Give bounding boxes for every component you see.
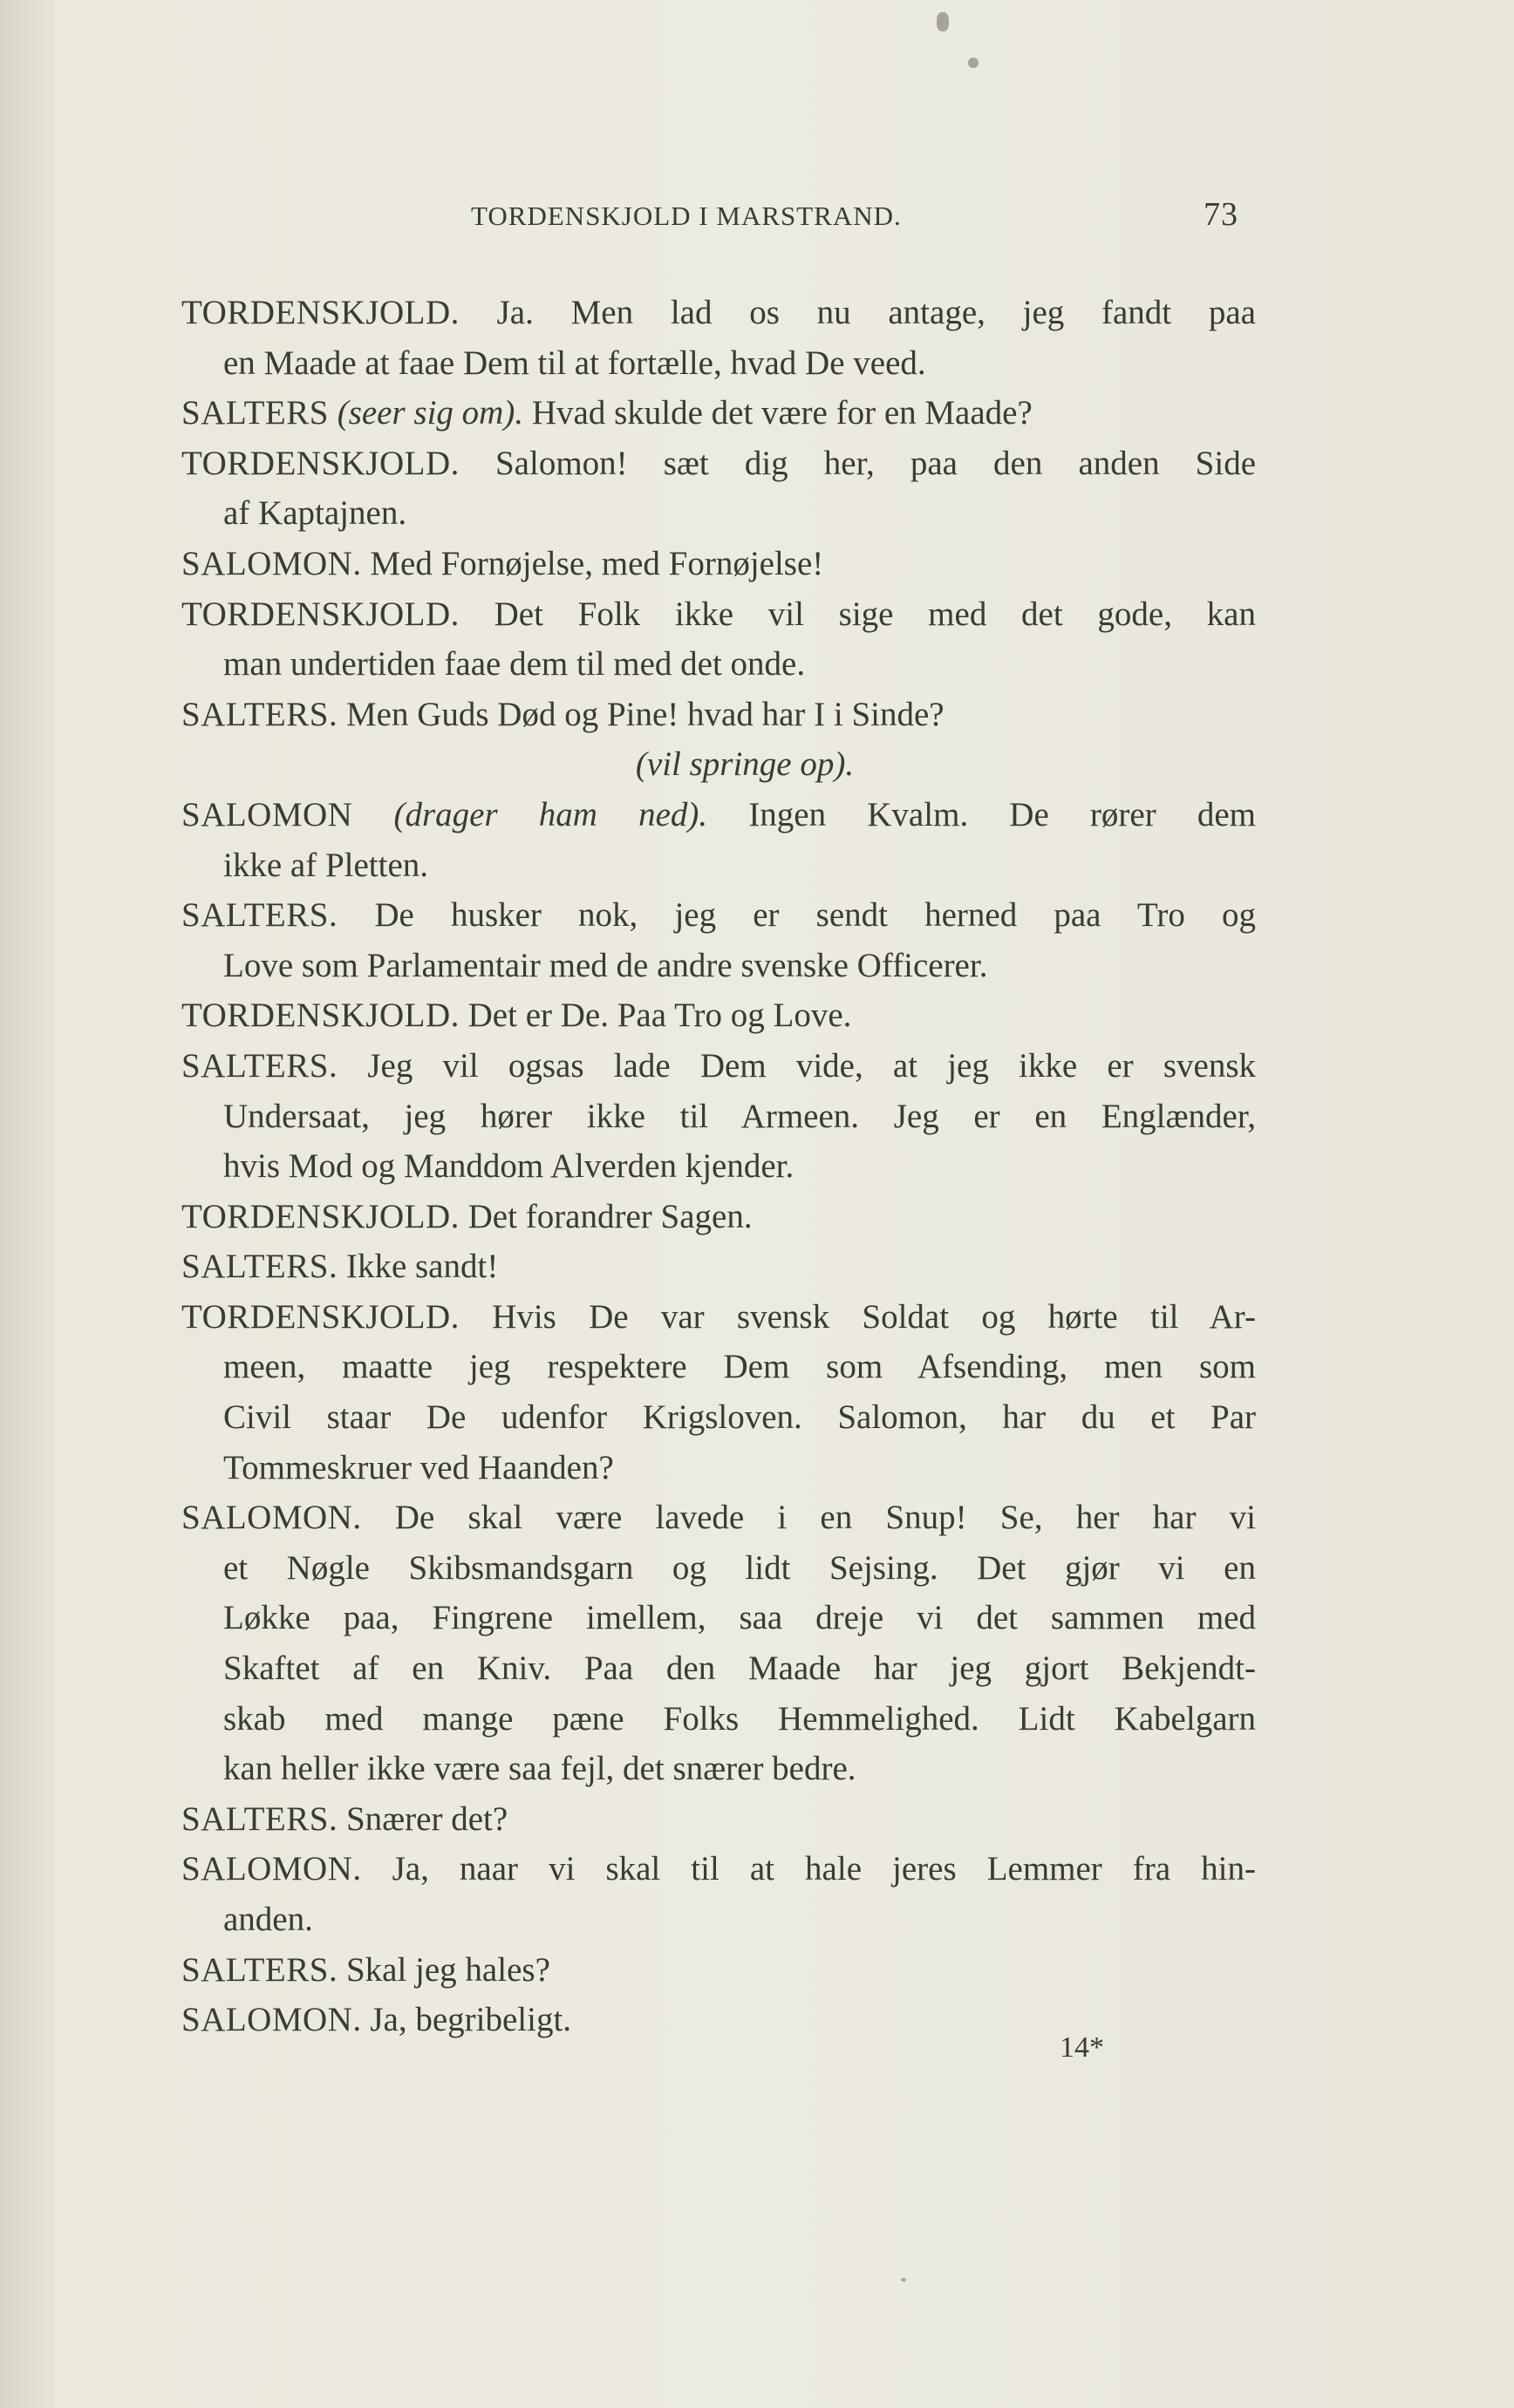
speech-text: Hvis De var svensk Soldat og hørte til Ar- <box>459 1297 1256 1336</box>
text-line <box>181 690 1256 740</box>
speaker-name: SALTERS <box>181 394 329 432</box>
speech-text: Det forandrer Sagen. <box>459 1197 753 1235</box>
speaker-name: SALOMON <box>181 795 353 833</box>
speech-text: Det er De. Paa Tro og Love. <box>459 997 852 1035</box>
page-gutter-shadow <box>0 0 54 2408</box>
text-line <box>181 439 1256 489</box>
speech <box>181 890 1256 990</box>
speaker-name: SALOMON. <box>181 1499 362 1537</box>
text-line: Love som Parlamentair med de andre svenske Officerer. <box>223 946 988 984</box>
speaker-name: SALTERS. <box>181 1799 338 1838</box>
printer-signature: 14* <box>1060 2031 1104 2064</box>
text-line <box>181 1844 1256 1894</box>
speech <box>181 790 1256 890</box>
text-line: et Nøgle Skibsmandsgarn og lidt Sejsing. Det gjør vi en <box>223 1548 1256 1587</box>
speaker-name: SALTERS. <box>181 695 338 733</box>
ink-speck <box>901 2278 906 2282</box>
speech-text: De husker nok, jeg er sendt herned paa Tro og <box>338 896 1256 935</box>
speaker-name: SALOMON. <box>181 1850 362 1888</box>
speaker-name: TORDENSKJOLD. <box>181 1297 460 1336</box>
text-line <box>181 1945 1256 1996</box>
text-line <box>181 1241 1256 1292</box>
text-line: hvis Mod og Manddom Alverden kjender. <box>223 1147 795 1186</box>
text-line: Civil staar De udenfor Krigsloven. Salomon, har du et Par <box>223 1398 1256 1437</box>
speaker-name: SALTERS. <box>181 1248 338 1286</box>
text-line: ikke af Pletten. <box>223 846 429 884</box>
speaker-name: SALOMON. <box>181 2001 362 2039</box>
speaker-name: TORDENSKJOLD. <box>181 294 460 331</box>
speech <box>181 589 1256 690</box>
play-text <box>181 288 1256 2045</box>
text-line <box>181 288 1256 338</box>
text-line: skab med mange pæne Folks Hemmelighed. Lidt Kabelgarn <box>223 1699 1256 1738</box>
text-line <box>181 790 1256 840</box>
ink-speck <box>937 12 949 31</box>
speech-text: Det Folk ikke vil sige med det gode, kan <box>459 595 1256 633</box>
speech-text: De skal være lavede i en Snup! Se, her har vi <box>361 1499 1256 1537</box>
text-line: Undersaat, jeg hører ikke til Armeen. Jeg er en Englænder, <box>223 1097 1256 1135</box>
speech-text: Salomon! sæt dig her, paa den anden Side <box>459 444 1256 482</box>
speech <box>181 1945 1256 1996</box>
speaker-name: TORDENSKJOLD. <box>181 444 460 482</box>
speech <box>181 439 1256 539</box>
speech <box>181 1794 1256 1845</box>
speech-text: Hvad skulde det være for en Maade? <box>523 394 1033 432</box>
text-line: Tommeskruer ved Haanden? <box>223 1448 614 1486</box>
text-line: Løkke paa, Fingrene imellem, saa dreje vi det sammen med <box>223 1599 1256 1637</box>
speech <box>181 690 1256 790</box>
stage-direction: (drager ham ned). <box>352 795 708 833</box>
text-line <box>181 990 1256 1041</box>
speech-text: Ja, begribeligt. <box>361 2001 572 2039</box>
speaker-name: SALTERS. <box>181 1046 338 1085</box>
speaker-name: SALTERS. <box>181 1950 338 1989</box>
stage-direction: (vil springe op). <box>635 745 855 784</box>
text-line: anden. <box>223 1901 313 1938</box>
text-line <box>181 890 1256 941</box>
text-line <box>181 1192 1256 1242</box>
speech <box>181 1041 1256 1192</box>
speech-text: Snærer det? <box>338 1799 508 1838</box>
speech-text: Med Fornøjelse, med Fornøjelse! <box>361 544 824 582</box>
speech <box>181 990 1256 1041</box>
text-line: Skaftet af en Kniv. Paa den Maade har jeg gjort Bekjendt- <box>223 1650 1256 1688</box>
speech-text: Ja. Men lad os nu antage, jeg fandt paa <box>459 294 1256 331</box>
speech <box>181 1292 1256 1493</box>
speaker-name: TORDENSKJOLD. <box>181 997 460 1035</box>
stage-direction: (seer sig om). <box>328 394 524 432</box>
running-title: TORDENSKJOLD I MARSTRAND. <box>471 201 902 231</box>
speaker-name: SALOMON. <box>181 544 362 582</box>
text-line: meen, maatte jeg respektere Dem som Afsending, men som <box>223 1348 1256 1386</box>
ink-speck <box>968 58 979 68</box>
speech-text: Ikke sandt! <box>338 1248 499 1286</box>
speech <box>181 388 1256 439</box>
page-number: 73 <box>1204 196 1238 233</box>
text-line <box>181 539 1256 589</box>
speaker-name: SALTERS. <box>181 896 338 935</box>
text-line: man undertiden faae dem til med det onde. <box>223 645 806 684</box>
text-line <box>181 388 1256 439</box>
text-line <box>181 589 1256 640</box>
speech-text: Skal jeg hales? <box>338 1950 550 1989</box>
text-line <box>181 1041 1256 1092</box>
text-line <box>181 1794 1256 1845</box>
speech-text: Men Guds Død og Pine! hvad har I i Sinde? <box>338 695 945 733</box>
speech <box>181 1493 1256 1794</box>
speech <box>181 288 1256 388</box>
text-line <box>181 1292 1256 1343</box>
text-line: kan heller ikke være saa fejl, det snærer bedre. <box>223 1750 856 1788</box>
text-line: en Maade at faae Dem til at fortælle, hvad De veed. <box>223 344 926 382</box>
text-line: af Kaptajnen. <box>223 494 407 533</box>
speech <box>181 539 1256 589</box>
speech <box>181 1192 1256 1242</box>
speech-text: Ja, naar vi skal til at hale jeres Lemmer fra hin- <box>361 1850 1256 1888</box>
speaker-name: TORDENSKJOLD. <box>181 595 460 633</box>
speech-text: Ingen Kvalm. De rører dem <box>707 795 1256 833</box>
text-line <box>181 1493 1256 1543</box>
speaker-name: TORDENSKJOLD. <box>181 1197 460 1235</box>
speech <box>181 1241 1256 1292</box>
speech-text: Jeg vil ogsas lade Dem vide, at jeg ikke er svensk <box>338 1046 1256 1085</box>
speech <box>181 1844 1256 1944</box>
